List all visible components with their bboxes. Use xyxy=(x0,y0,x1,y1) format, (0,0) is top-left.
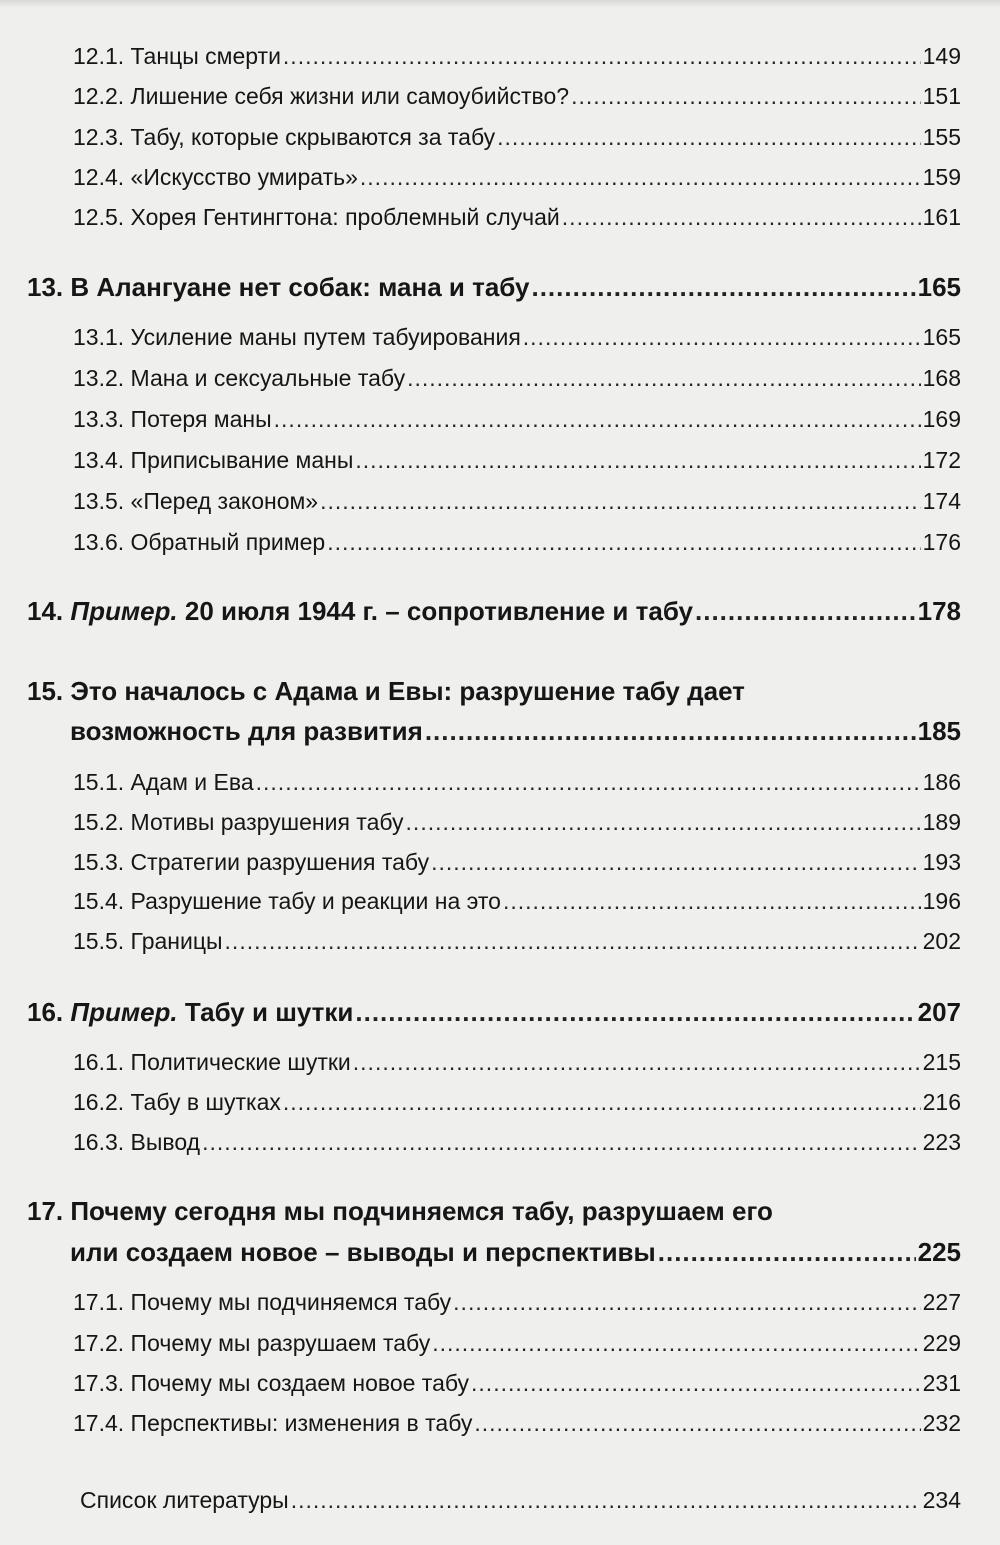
toc-entry-12-3[interactable] xyxy=(73,124,961,151)
dot-leader xyxy=(695,596,916,627)
toc-chapter-17-line1[interactable]: 17. Почему сегодня мы подчиняемся табу, разрушаем его xyxy=(27,1196,773,1226)
toc-entry-page: 161 xyxy=(922,204,961,230)
toc-entry-page: 216 xyxy=(922,1089,961,1115)
toc-entry-title: 13.6. Обратный пример xyxy=(73,529,326,555)
toc-entry-16-1[interactable] xyxy=(73,1049,961,1076)
dot-leader xyxy=(274,406,921,433)
toc-chapter-13[interactable] xyxy=(27,272,961,303)
toc-chapter-16[interactable] xyxy=(27,997,961,1028)
toc-entry-title: 13.5. «Перед законом» xyxy=(73,488,319,514)
toc-chapter-title xyxy=(27,997,353,1028)
toc-chapter-page: 225 xyxy=(917,1237,961,1267)
toc-bibliography[interactable] xyxy=(80,1487,961,1514)
toc-chapter-page: 207 xyxy=(917,997,961,1027)
toc-entry-page: 231 xyxy=(922,1370,961,1396)
toc-entry-title: 12.4. «Искусство умирать» xyxy=(73,164,358,190)
toc-entry-page: 165 xyxy=(922,324,961,350)
toc-entry-17-3[interactable] xyxy=(73,1370,961,1397)
dot-leader xyxy=(431,849,921,876)
toc-chapter-title xyxy=(27,596,693,627)
dot-leader xyxy=(531,272,915,303)
dot-leader xyxy=(453,1289,920,1316)
toc-chapter-17-line2[interactable] xyxy=(70,1237,961,1268)
dot-leader xyxy=(291,1487,921,1514)
toc-entry-page: 176 xyxy=(922,529,961,555)
toc-entry-12-2[interactable] xyxy=(73,83,961,110)
toc-entry-16-2[interactable] xyxy=(73,1089,961,1116)
toc-entry-13-1[interactable] xyxy=(73,324,961,351)
chapter-number: 14. xyxy=(27,596,64,626)
toc-entry-title: 12.2. Лишение себя жизни или самоубийство? xyxy=(73,83,570,109)
toc-chapter-14[interactable] xyxy=(27,596,961,627)
toc-entry-15-1[interactable] xyxy=(73,769,961,796)
toc-entry-page: 215 xyxy=(922,1049,961,1075)
dot-leader xyxy=(225,928,921,955)
toc-entry-title: 15.4. Разрушение табу и реакции на это xyxy=(73,888,501,914)
toc-entry-title: 17.1. Почему мы подчиняемся табу xyxy=(73,1289,452,1315)
toc-entry-page: 223 xyxy=(922,1129,961,1155)
chapter-example-label: Пример. xyxy=(70,997,178,1027)
toc-entry-title: 12.3. Табу, которые скрываются за табу xyxy=(73,124,496,150)
toc-entry-page: 196 xyxy=(922,888,961,914)
toc-entry-13-5[interactable] xyxy=(73,488,961,515)
chapter-number: 16. xyxy=(27,997,64,1027)
toc-entry-title: 12.5. Хорея Гентингтона: проблемный случай xyxy=(73,204,560,230)
dot-leader xyxy=(432,1330,920,1357)
toc-entry-page: 186 xyxy=(922,769,961,795)
toc-entry-title: 17.4. Перспективы: изменения в табу xyxy=(73,1410,473,1436)
dot-leader xyxy=(562,204,921,231)
dot-leader xyxy=(523,324,921,351)
toc-entry-title: 12.1. Танцы смерти xyxy=(73,43,281,69)
dot-leader xyxy=(256,769,921,796)
toc-entry-title: 13.3. Потеря маны xyxy=(73,406,272,432)
toc-chapter-title: или создаем новое – выводы и перспективы xyxy=(70,1237,656,1267)
toc-entry-title: 13.4. Приписывание маны xyxy=(73,447,354,473)
toc-entry-page: 229 xyxy=(922,1330,961,1356)
dot-leader xyxy=(320,488,921,515)
toc-entry-13-3[interactable] xyxy=(73,406,961,433)
toc-chapter-page: 178 xyxy=(917,596,961,626)
dot-leader xyxy=(283,43,921,70)
dot-leader xyxy=(202,1129,921,1156)
toc-entry-page: 189 xyxy=(922,809,961,835)
toc-entry-page: 151 xyxy=(922,83,961,109)
toc-entry-page: 232 xyxy=(922,1410,961,1436)
toc-entry-title: 17.3. Почему мы создаем новое табу xyxy=(73,1370,470,1396)
toc-entry-title: 15.5. Границы xyxy=(73,928,223,954)
dot-leader xyxy=(353,1049,921,1076)
dot-leader xyxy=(360,164,921,191)
chapter-example-label: Пример. xyxy=(70,596,178,626)
dot-leader xyxy=(327,529,920,556)
dot-leader xyxy=(497,124,920,151)
toc-entry-title: 16.3. Вывод xyxy=(73,1129,201,1155)
toc-entry-12-4[interactable] xyxy=(73,164,961,191)
toc-chapter-title: возможность для развития xyxy=(70,716,423,746)
toc-entry-title: 15.2. Мотивы разрушения табу xyxy=(73,809,404,835)
toc-entry-title: 16.1. Политические шутки xyxy=(73,1049,351,1075)
dot-leader xyxy=(406,809,921,836)
toc-entry-15-3[interactable] xyxy=(73,849,961,876)
dot-leader xyxy=(503,888,921,915)
toc-entry-17-4[interactable] xyxy=(73,1410,961,1437)
toc-entry-title: 16.2. Табу в шутках xyxy=(73,1089,281,1115)
toc-entry-page: 193 xyxy=(922,849,961,875)
toc-entry-page: 168 xyxy=(922,365,961,391)
toc-entry-17-2[interactable] xyxy=(73,1330,961,1357)
toc-entry-12-1[interactable] xyxy=(73,43,961,70)
toc-chapter-15-line2[interactable] xyxy=(70,716,961,747)
dot-leader xyxy=(571,83,921,110)
dot-leader xyxy=(658,1237,916,1268)
toc-entry-page: 202 xyxy=(922,928,961,954)
toc-entry-13-2[interactable] xyxy=(73,365,961,392)
toc-entry-13-6[interactable] xyxy=(73,529,961,556)
dot-leader xyxy=(283,1089,921,1116)
toc-chapter-page: 185 xyxy=(917,716,961,746)
toc-entry-15-5[interactable] xyxy=(73,928,961,955)
chapter-title-text: Табу и шутки xyxy=(184,997,354,1027)
toc-entry-page: 172 xyxy=(922,447,961,473)
dot-leader xyxy=(355,997,915,1028)
toc-entry-page: 155 xyxy=(922,124,961,150)
toc-chapter-title: 13. В Алангуане нет собак: мана и табу xyxy=(27,272,530,302)
dot-leader xyxy=(471,1370,921,1397)
toc-entry-page: 174 xyxy=(922,488,961,514)
toc-entry-13-4[interactable] xyxy=(73,447,961,474)
toc-entry-page: 159 xyxy=(922,164,961,190)
toc-entry-title: 15.1. Адам и Ева xyxy=(73,769,254,795)
toc-entry-page: 149 xyxy=(922,43,961,69)
toc-entry-12-5[interactable] xyxy=(73,204,961,231)
dot-leader xyxy=(425,716,916,747)
toc-entry-15-2[interactable] xyxy=(73,809,961,836)
toc-entry-17-1[interactable] xyxy=(73,1289,961,1316)
toc-entry-page: 227 xyxy=(922,1289,961,1315)
dot-leader xyxy=(355,447,920,474)
dot-leader xyxy=(407,365,921,392)
chapter-title-text: 20 июля 1944 г. – сопротивление и табу xyxy=(184,596,694,626)
toc-entry-15-4[interactable] xyxy=(73,888,961,915)
toc-entry-page: 169 xyxy=(922,406,961,432)
toc-entry-title: Список литературы xyxy=(80,1487,289,1513)
toc-entry-title: 17.2. Почему мы разрушаем табу xyxy=(73,1330,431,1356)
toc-chapter-15-line1[interactable]: 15. Это началось с Адама и Евы: разрушение табу дает xyxy=(27,676,745,706)
toc-entry-title: 13.1. Усиление маны путем табуирования xyxy=(73,324,521,350)
toc-entry-16-3[interactable] xyxy=(73,1129,961,1156)
toc-entry-title: 15.3. Стратегии разрушения табу xyxy=(73,849,430,875)
dot-leader xyxy=(474,1410,920,1437)
toc-entry-title: 13.2. Мана и сексуальные табу xyxy=(73,365,406,391)
toc-chapter-page: 165 xyxy=(917,272,961,302)
toc-entry-page: 234 xyxy=(922,1487,961,1513)
